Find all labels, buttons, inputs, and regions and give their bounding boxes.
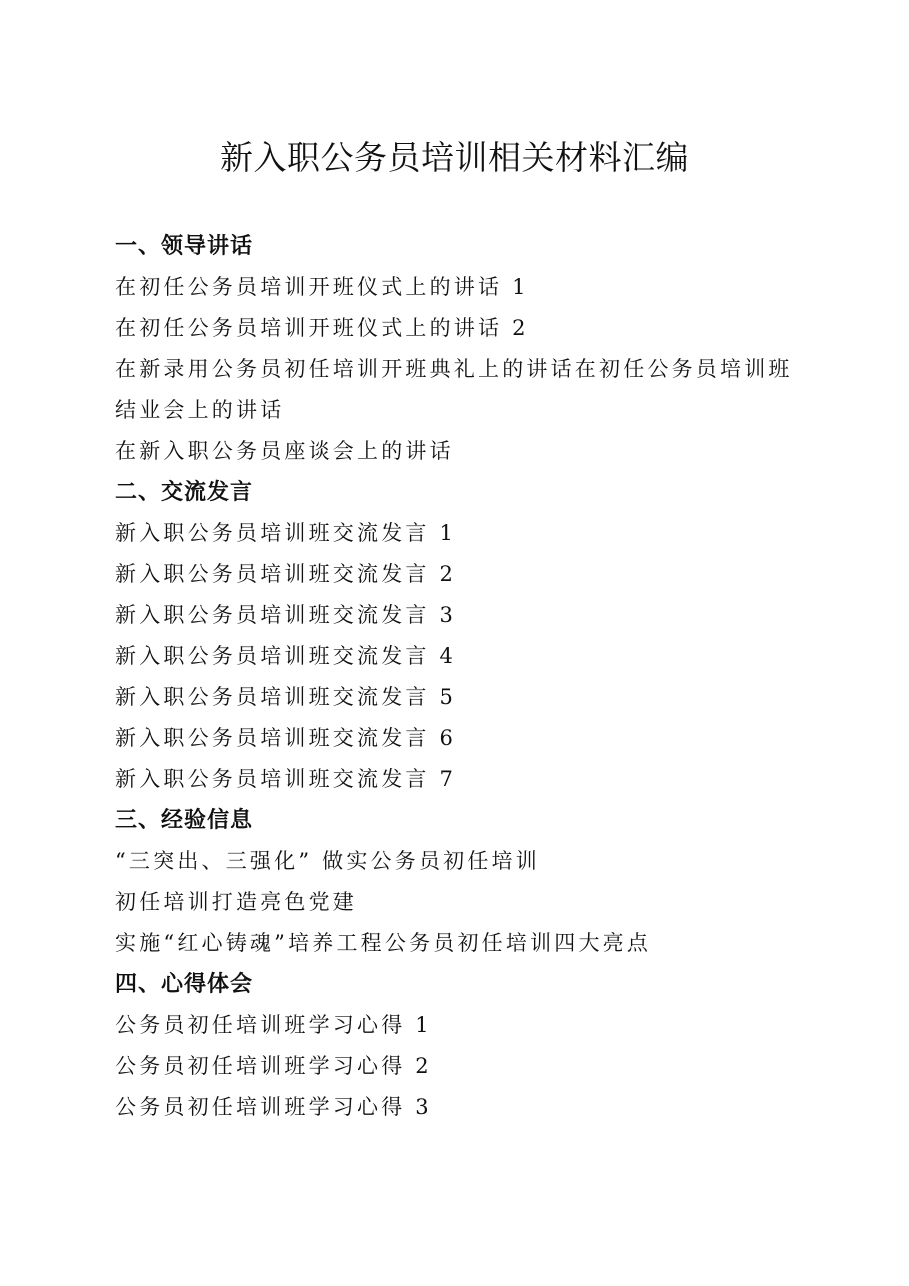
toc-entry[interactable]: 新入职公务员培训班交流发言 5 — [115, 685, 457, 709]
section-heading: 一、领导讲话 — [115, 234, 254, 259]
section-heading: 三、经验信息 — [115, 808, 254, 833]
toc-entry[interactable]: 新入职公务员培训班交流发言 2 — [115, 562, 457, 586]
toc-entry[interactable]: 在新入职公务员座谈会上的讲话 — [115, 439, 454, 463]
toc-entry[interactable]: 在新录用公务员初任培训开班典礼上的讲话在初任公务员培训班结业会上的讲话 — [115, 357, 793, 422]
section-heading: 二、交流发言 — [115, 480, 254, 505]
toc-entry[interactable]: 在初任公务员培训开班仪式上的讲话 2 — [115, 316, 529, 340]
table-of-contents — [115, 226, 815, 1128]
toc-entry[interactable]: 在初任公务员培训开班仪式上的讲话 1 — [115, 275, 529, 299]
toc-entry[interactable]: 新入职公务员培训班交流发言 6 — [115, 726, 457, 750]
toc-entry[interactable]: 公务员初任培训班学习心得 2 — [115, 1054, 432, 1078]
toc-entry[interactable]: 新入职公务员培训班交流发言 1 — [115, 521, 457, 545]
section-exchange-speeches — [115, 472, 815, 800]
toc-entry[interactable]: 初任培训打造亮色党建 — [115, 890, 357, 914]
section-leader-speeches — [115, 226, 815, 472]
toc-entry[interactable]: 公务员初任培训班学习心得 3 — [115, 1095, 432, 1119]
toc-entry[interactable]: 实施“红心铸魂”培养工程公务员初任培训四大亮点 — [115, 931, 652, 955]
section-reflections — [115, 964, 815, 1128]
toc-entry[interactable]: 新入职公务员培训班交流发言 3 — [115, 603, 457, 627]
toc-entry[interactable]: 公务员初任培训班学习心得 1 — [115, 1013, 432, 1037]
section-heading: 四、心得体会 — [115, 972, 254, 997]
toc-entry[interactable]: 新入职公务员培训班交流发言 7 — [115, 767, 457, 791]
section-experience-info — [115, 800, 815, 964]
toc-entry[interactable]: 新入职公务员培训班交流发言 4 — [115, 644, 457, 668]
toc-entry[interactable]: “三突出、三强化” 做实公务员初任培训 — [115, 849, 540, 873]
document-title: 新入职公务员培训相关材料汇编 — [220, 138, 689, 177]
